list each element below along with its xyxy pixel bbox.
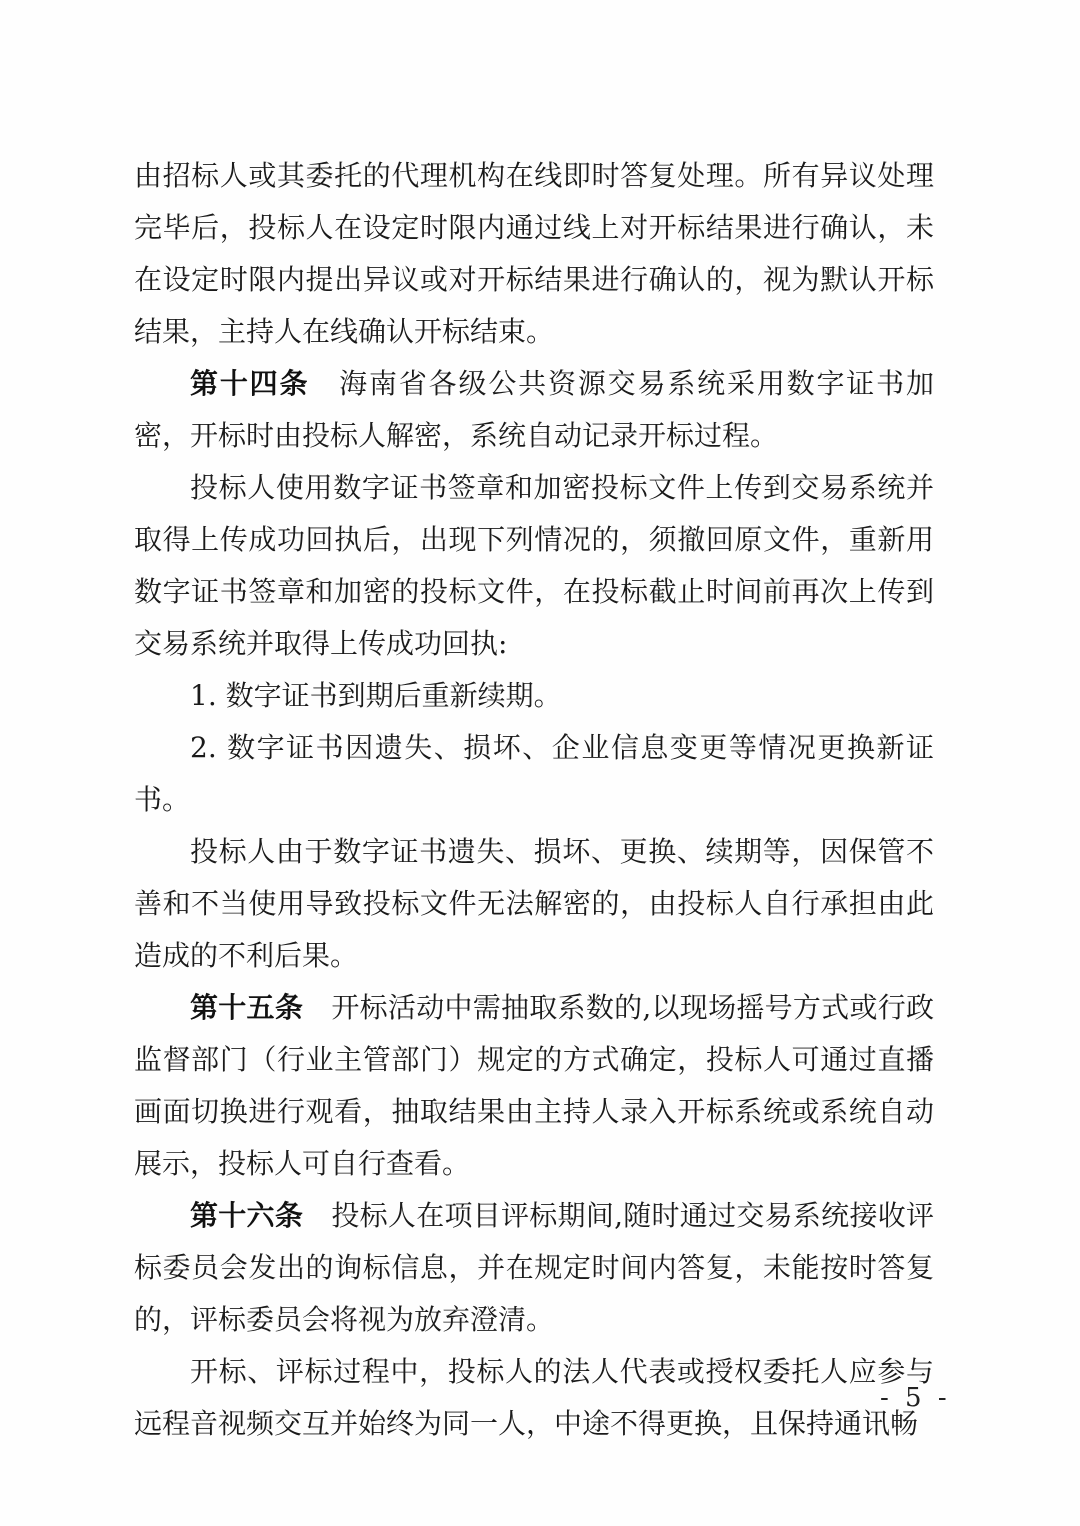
article-14 <box>134 358 934 462</box>
paragraph-text: 投标人在项目评标期间,随时通过交易系统接收评标委员会发出的询标信息，并在规定时间内答复，未能按时答复的，评标委员会将视为放弃澄清。 <box>134 1199 934 1336</box>
paragraph-text: 开标活动中需抽取系数的,以现场摇号方式或行政监督部门（行业主管部门）规定的方式确定，投标人可通过直播画面切换进行观看，抽取结果由主持人录入开标系统或系统自动展示，投标人可自行查看。 <box>134 991 934 1180</box>
paragraph-text: 由招标人或其委托的代理机构在线即时答复处理。所有异议处理完毕后，投标人在设定时限内通过线上对开标结果进行确认，未在设定时限内提出异议或对开标结果进行确认的，视为默认开标结果，主持人在线确认开标结束。 <box>134 159 934 348</box>
page-number: - 5 - <box>880 1383 951 1413</box>
document-body <box>134 150 934 1450</box>
paragraph-remote-av <box>134 1346 934 1450</box>
paragraph-text: 开标、评标过程中，投标人的法人代表或授权委托人应参与远程音视频交互并始终为同一人，中途不得更换，且保持通讯畅 <box>134 1355 934 1440</box>
paragraph-consequences <box>134 826 934 982</box>
paragraph-continuation <box>134 150 934 358</box>
paragraph-text: 海南省各级公共资源交易系统采用数字证书加密，开标时由投标人解密，系统自动记录开标过程。 <box>134 367 934 452</box>
paragraph-text: 投标人使用数字证书签章和加密投标文件上传到交易系统并取得上传成功回执后，出现下列情况的，须撤回原文件，重新用数字证书签章和加密的投标文件，在投标截止时间前再次上传到交易系统并取得上传成功回执: <box>134 471 934 660</box>
list-item-text: 2. 数字证书因遗失、损坏、企业信息变更等情况更换新证书。 <box>134 731 934 816</box>
list-item-1 <box>134 670 934 722</box>
list-item-2 <box>134 722 934 826</box>
article-heading: 第十六条 <box>190 1199 304 1232</box>
article-15 <box>134 982 934 1190</box>
article-heading: 第十五条 <box>190 991 304 1024</box>
article-heading: 第十四条 <box>190 367 310 400</box>
article-16 <box>134 1190 934 1346</box>
list-item-text: 1. 数字证书到期后重新续期。 <box>190 679 562 712</box>
paragraph-text: 投标人由于数字证书遗失、损坏、更换、续期等，因保管不善和不当使用导致投标文件无法解密的，由投标人自行承担由此造成的不利后果。 <box>134 835 934 972</box>
paragraph-upload-rules <box>134 462 934 670</box>
